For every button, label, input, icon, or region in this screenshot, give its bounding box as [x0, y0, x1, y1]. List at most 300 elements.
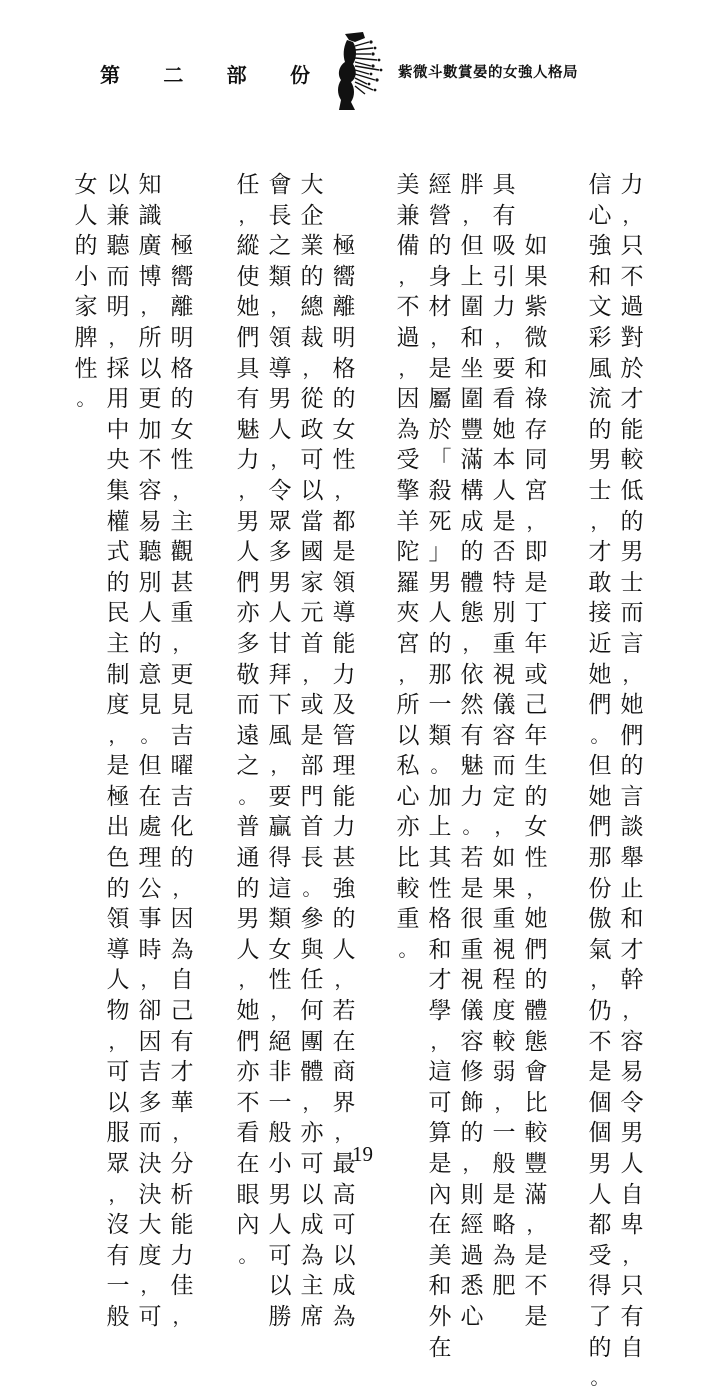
glyph: 參	[300, 906, 324, 933]
glyph: 之	[236, 753, 260, 780]
glyph: 才	[620, 386, 644, 413]
glyph: 佳	[170, 1273, 194, 1300]
glyph: 這	[268, 875, 292, 902]
glyph: 性	[332, 447, 356, 474]
glyph: 流	[588, 386, 612, 413]
glyph: 經	[428, 172, 452, 198]
glyph: 一	[106, 1273, 130, 1300]
glyph: 和	[428, 1273, 452, 1300]
glyph: 使	[236, 263, 260, 290]
glyph: 所	[138, 324, 162, 351]
glyph: 都	[332, 508, 356, 535]
glyph: 重	[396, 906, 420, 933]
glyph: 而	[106, 263, 130, 290]
glyph: 亦	[236, 600, 260, 627]
glyph: ，	[526, 510, 546, 533]
glyph: 極	[332, 233, 356, 260]
glyph: 士	[620, 569, 644, 596]
glyph: 服	[106, 1120, 130, 1147]
glyph: 更	[138, 386, 162, 413]
glyph: 主	[170, 508, 194, 535]
glyph: 國	[300, 539, 324, 566]
glyph: 團	[300, 1028, 324, 1055]
glyph: 性	[524, 845, 548, 872]
glyph: 們	[236, 324, 260, 351]
glyph: 以	[300, 1181, 324, 1208]
glyph: 小	[74, 263, 98, 290]
glyph: 宮	[524, 477, 548, 504]
glyph: 的	[524, 783, 548, 810]
text-column	[73, 170, 99, 415]
glyph: 加	[428, 783, 452, 810]
glyph: 「	[428, 447, 452, 474]
glyph: 營	[428, 202, 452, 229]
glyph: ，	[108, 326, 128, 349]
glyph: 的	[428, 233, 452, 260]
glyph: 上	[460, 263, 484, 290]
glyph: 是	[300, 722, 324, 749]
glyph: 是	[492, 508, 516, 535]
glyph: 一	[492, 1120, 516, 1147]
glyph: 修	[460, 1059, 484, 1086]
glyph: 夾	[396, 600, 420, 627]
glyph: 成	[300, 1212, 324, 1239]
glyph: 人	[492, 477, 516, 504]
glyph: 長	[268, 202, 292, 229]
glyph: 化	[170, 814, 194, 841]
glyph: 微	[524, 324, 548, 351]
glyph: 構	[460, 477, 484, 504]
glyph: 是	[588, 1059, 612, 1086]
glyph: 人	[588, 1181, 612, 1208]
glyph: 儀	[492, 692, 516, 719]
glyph: 決	[138, 1151, 162, 1177]
glyph: 吉	[138, 1059, 162, 1086]
glyph: 彩	[588, 324, 612, 351]
glyph: 屬	[428, 386, 452, 413]
glyph: ，	[108, 724, 128, 747]
glyph: 女	[170, 416, 194, 443]
glyph: 才	[588, 539, 612, 566]
glyph: 管	[332, 722, 356, 749]
part-heading	[100, 58, 310, 88]
glyph: 贏	[268, 814, 292, 841]
glyph: 有	[106, 1242, 130, 1269]
glyph: 宮	[396, 630, 420, 657]
glyph: 以	[106, 172, 130, 198]
glyph: 悉	[460, 1273, 484, 1300]
glyph: 度	[138, 1242, 162, 1269]
glyph: 意	[138, 661, 162, 688]
glyph: 但	[138, 753, 162, 780]
glyph: 的	[236, 875, 260, 902]
glyph: ，	[526, 877, 546, 900]
glyph: 男	[588, 1151, 612, 1177]
glyph: 拜	[268, 661, 292, 688]
glyph: ，	[462, 632, 482, 655]
glyph: ，	[302, 1091, 322, 1114]
glyph: 若	[460, 845, 484, 872]
glyph: 那	[428, 661, 452, 688]
glyph: ，	[398, 663, 418, 686]
glyph: 式	[106, 539, 130, 566]
glyph: ，	[140, 1275, 160, 1298]
glyph: 她	[236, 294, 260, 321]
glyph: 勝	[268, 1303, 292, 1330]
glyph: 男	[588, 447, 612, 474]
glyph: 會	[268, 172, 292, 198]
glyph: 要	[492, 355, 516, 382]
glyph: 普	[236, 814, 260, 841]
glyph: 在	[332, 1028, 356, 1055]
glyph: 豐	[460, 416, 484, 443]
glyph: 豐	[524, 1151, 548, 1177]
glyph: 而	[492, 753, 516, 780]
glyph: 肥	[492, 1273, 516, 1300]
glyph: 自	[170, 967, 194, 994]
glyph: 們	[588, 692, 612, 719]
text-column	[235, 170, 261, 1271]
glyph: 能	[332, 783, 356, 810]
glyph: 體	[460, 569, 484, 596]
glyph: 氣	[588, 936, 612, 963]
glyph: 魅	[460, 753, 484, 780]
glyph: 易	[620, 1059, 644, 1086]
glyph: 力	[492, 294, 516, 321]
glyph: 的	[588, 1334, 612, 1361]
glyph: 視	[460, 967, 484, 994]
glyph: 長	[300, 845, 324, 872]
glyph: 生	[524, 753, 548, 780]
glyph: 了	[588, 1303, 612, 1330]
glyph: 強	[588, 233, 612, 260]
glyph: 看	[236, 1120, 260, 1147]
glyph: 那	[588, 845, 612, 872]
glyph: 但	[460, 233, 484, 260]
glyph: 央	[106, 447, 130, 474]
glyph: 類	[268, 263, 292, 290]
glyph: 家	[300, 569, 324, 596]
glyph: 她	[524, 906, 548, 933]
glyph: 丁	[524, 600, 548, 627]
glyph: 公	[138, 875, 162, 902]
glyph: 重	[492, 906, 516, 933]
glyph: 她	[492, 416, 516, 443]
glyph: 亦	[396, 814, 420, 841]
glyph: 般	[492, 1151, 516, 1177]
glyph: 過	[460, 1242, 484, 1269]
glyph: 容	[138, 477, 162, 504]
glyph: 士	[588, 477, 612, 504]
glyph: 內	[236, 1212, 260, 1239]
glyph: 吉	[170, 722, 194, 749]
glyph: 縱	[236, 233, 260, 260]
glyph: 比	[524, 1089, 548, 1116]
glyph: 能	[332, 630, 356, 657]
glyph: 們	[620, 722, 644, 749]
glyph: ，	[238, 969, 258, 992]
glyph: 的	[170, 386, 194, 413]
glyph: 不	[620, 263, 644, 290]
glyph: 能	[620, 416, 644, 443]
glyph: 信	[588, 172, 612, 198]
glyph: 首	[300, 814, 324, 841]
glyph: 所	[396, 692, 420, 719]
glyph: 力	[332, 814, 356, 841]
glyph: 女	[268, 936, 292, 963]
glyph: ，	[590, 510, 610, 533]
glyph: 要	[268, 783, 292, 810]
glyph: 人	[620, 1151, 644, 1177]
glyph: 為	[396, 416, 420, 443]
glyph: 幹	[620, 967, 644, 994]
glyph: 滿	[460, 447, 484, 474]
glyph: 美	[428, 1242, 452, 1269]
glyph: 是	[460, 875, 484, 902]
glyph: ，	[172, 632, 192, 655]
glyph: 外	[428, 1303, 452, 1330]
glyph: 容	[492, 722, 516, 749]
glyph: 極	[170, 233, 194, 260]
glyph: 男	[236, 906, 260, 933]
glyph: 態	[524, 1028, 548, 1055]
glyph: ，	[270, 449, 290, 472]
glyph: 的	[106, 569, 130, 596]
glyph: 女	[332, 416, 356, 443]
glyph: 。	[302, 877, 322, 900]
glyph: ，	[140, 969, 160, 992]
glyph: 極	[106, 783, 130, 810]
glyph: 們	[588, 814, 612, 841]
glyph: 傲	[588, 906, 612, 933]
glyph: 小	[268, 1151, 292, 1177]
glyph: ，	[494, 1091, 514, 1114]
glyph: 性	[170, 447, 194, 474]
glyph: 吸	[492, 233, 516, 260]
glyph: 不	[138, 447, 162, 474]
glyph: 格	[332, 355, 356, 382]
glyph: 博	[138, 263, 162, 290]
glyph: 般	[268, 1120, 292, 1147]
glyph: 裁	[300, 324, 324, 351]
glyph: 而	[138, 1120, 162, 1147]
glyph: ，	[622, 204, 642, 227]
glyph: 以	[268, 1273, 292, 1300]
glyph: 有	[236, 386, 260, 413]
glyph: 眾	[106, 1151, 130, 1177]
glyph: 。	[76, 388, 96, 411]
glyph: 是	[492, 1181, 516, 1208]
glyph: 高	[332, 1181, 356, 1208]
glyph: 因	[138, 1028, 162, 1055]
glyph: 領	[332, 569, 356, 596]
glyph: 會	[524, 1059, 548, 1086]
glyph: 令	[620, 1089, 644, 1116]
glyph: 女	[74, 172, 98, 198]
glyph: 用	[106, 386, 130, 413]
floral-emblem-icon	[325, 30, 385, 112]
glyph: 下	[268, 692, 292, 719]
glyph: 年	[524, 722, 548, 749]
glyph: 容	[620, 1028, 644, 1055]
glyph: 。	[430, 755, 450, 778]
glyph: ，	[398, 357, 418, 380]
glyph: 於	[620, 355, 644, 382]
glyph: 力	[170, 1242, 194, 1269]
glyph: 算	[428, 1120, 452, 1147]
text-column	[491, 170, 517, 1302]
glyph: 是	[524, 1242, 548, 1269]
glyph: 聽	[106, 233, 130, 260]
glyph: 的	[74, 233, 98, 260]
glyph: 但	[588, 753, 612, 780]
glyph: 舉	[620, 845, 644, 872]
glyph: 其	[428, 845, 452, 872]
glyph: ，	[172, 1305, 192, 1328]
glyph: 言	[620, 630, 644, 657]
glyph: 的	[620, 753, 644, 780]
glyph: 人	[268, 600, 292, 627]
glyph: 採	[106, 355, 130, 382]
glyph: 不	[396, 294, 420, 321]
glyph: 較	[524, 1120, 548, 1147]
glyph: 明	[170, 324, 194, 351]
glyph: 卑	[620, 1212, 644, 1239]
glyph: 個	[588, 1089, 612, 1116]
glyph: 亦	[236, 1059, 260, 1086]
glyph: 份	[588, 875, 612, 902]
glyph: 較	[492, 1028, 516, 1055]
glyph: 是	[332, 539, 356, 566]
glyph: 她	[236, 998, 260, 1025]
glyph: 曜	[170, 753, 194, 780]
glyph: 人	[236, 936, 260, 963]
glyph: 人	[428, 600, 452, 627]
glyph: 領	[268, 324, 292, 351]
glyph: ，	[172, 1122, 192, 1145]
glyph: 自	[620, 1334, 644, 1361]
glyph: 過	[620, 294, 644, 321]
glyph: 經	[460, 1212, 484, 1239]
glyph: 材	[428, 294, 452, 321]
glyph: 不	[524, 1273, 548, 1300]
glyph: 和	[460, 324, 484, 351]
glyph: 如	[492, 845, 516, 872]
glyph: 為	[300, 1242, 324, 1269]
glyph: 和	[620, 906, 644, 933]
glyph: 於	[428, 416, 452, 443]
glyph: 集	[106, 477, 130, 504]
glyph: 本	[492, 447, 516, 474]
glyph: 因	[396, 386, 420, 413]
glyph: 她	[588, 783, 612, 810]
glyph: 從	[300, 386, 324, 413]
glyph: 較	[620, 447, 644, 474]
glyph: 的	[428, 630, 452, 657]
glyph: 成	[332, 1273, 356, 1300]
glyph: 理	[332, 753, 356, 780]
glyph: 。	[140, 724, 160, 747]
glyph: 可	[300, 1151, 324, 1177]
glyph: 略	[492, 1212, 516, 1239]
glyph: 們	[236, 1028, 260, 1055]
glyph: 見	[170, 692, 194, 719]
glyph: 人	[138, 600, 162, 627]
glyph: 接	[588, 600, 612, 627]
glyph: 力	[332, 661, 356, 688]
glyph: ，	[462, 1153, 482, 1175]
glyph: 存	[524, 416, 548, 443]
glyph: 家	[74, 294, 98, 321]
glyph: 部	[300, 753, 324, 780]
glyph: 離	[170, 294, 194, 321]
glyph: 們	[236, 569, 260, 596]
glyph: 的	[588, 416, 612, 443]
glyph: 兼	[106, 202, 130, 229]
glyph: 的	[460, 539, 484, 566]
glyph: 同	[524, 447, 548, 474]
glyph: 坐	[460, 355, 484, 382]
glyph: 敬	[236, 661, 260, 688]
glyph: 多	[268, 539, 292, 566]
glyph: 以	[300, 477, 324, 504]
glyph: 而	[236, 692, 260, 719]
glyph: 和	[524, 355, 548, 382]
glyph: 男	[428, 569, 452, 596]
glyph: 人	[236, 539, 260, 566]
glyph: 當	[300, 508, 324, 535]
glyph: 過	[396, 324, 420, 351]
glyph: 特	[492, 569, 516, 596]
glyph: 知	[138, 172, 162, 198]
glyph: ，	[270, 296, 290, 319]
glyph: 最	[332, 1151, 356, 1177]
glyph: 以	[396, 722, 420, 749]
glyph: 之	[268, 233, 292, 260]
glyph: 為	[170, 936, 194, 963]
glyph: 明	[106, 294, 130, 321]
glyph: 死	[428, 508, 452, 535]
glyph: 導	[106, 936, 130, 963]
glyph: 己	[170, 998, 194, 1025]
glyph: 的	[170, 845, 194, 872]
glyph: 才	[170, 1059, 194, 1086]
glyph: 導	[268, 355, 292, 382]
glyph: 風	[268, 722, 292, 749]
glyph: 對	[620, 324, 644, 351]
glyph: 廣	[138, 233, 162, 260]
glyph: 風	[588, 355, 612, 382]
glyph: 處	[138, 814, 162, 841]
glyph: ，	[270, 755, 290, 778]
glyph: 。	[462, 816, 482, 839]
glyph: ，	[302, 663, 322, 686]
glyph: 男	[268, 386, 292, 413]
glyph: 為	[492, 1242, 516, 1269]
glyph: 何	[300, 998, 324, 1025]
glyph: 都	[588, 1212, 612, 1239]
glyph: 性	[74, 355, 98, 382]
glyph: 眾	[268, 508, 292, 535]
glyph: 自	[620, 1181, 644, 1208]
glyph: 有	[620, 1303, 644, 1330]
glyph: 男	[236, 508, 260, 535]
glyph: 男	[268, 1181, 292, 1208]
glyph: 多	[138, 1089, 162, 1116]
glyph: 祿	[524, 386, 548, 413]
glyph: 女	[524, 814, 548, 841]
glyph: 甚	[332, 845, 356, 872]
